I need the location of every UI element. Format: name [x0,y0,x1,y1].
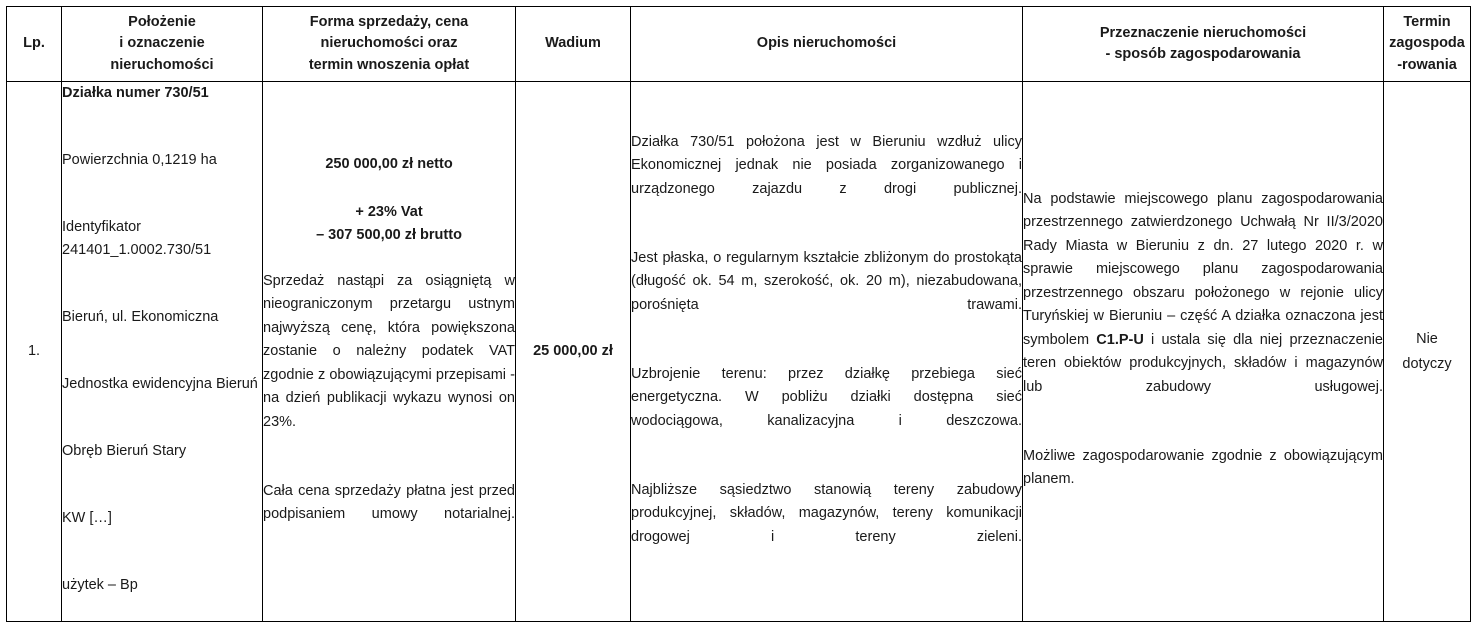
header-line: -rowania [1397,56,1457,73]
plot-area: Powierzchnia 0,1219 ha [62,151,217,168]
column-header-wadium [516,7,631,82]
plan-text-before-symbol: Na podstawie miejscowego planu zagospodarowania przestrzennego zatwierdzonego Uchwałą Nr II/3/2020 Rady Miasta w Bieruniu z dn. 27 lutego 2020 r. w sprawie miejscowego planu zagospodarowania przestrzennego obszaru położonego w rejonie ulicy Turyńskiej w Bieruniu – część A działka oznaczona jest symbolem [1023,190,1383,348]
column-header-description [631,7,1023,82]
deadline-line: Nie [1416,330,1438,347]
column-header-lp [7,7,62,82]
column-header-location [62,7,263,82]
designation-paragraph-usage: Możliwe zagospodarowanie zgodnie z obowiązującym planem. [1023,447,1383,488]
table-header [7,7,1471,82]
land-register: KW […] [62,510,112,527]
plot-identifier: Identyfikator 241401_1.0002.730/51 [62,218,212,259]
header-line: termin wnoszenia opłat [308,56,470,73]
header-line: Wadium [545,35,601,52]
table-body [7,82,1471,622]
header-line: zagospoda [1389,35,1465,52]
header-line: Forma sprzedaży, cena [309,14,469,31]
header-line: nieruchomości oraz [320,35,458,52]
designation-paragraph-plan [1023,188,1383,423]
header-line: Opis nieruchomości [756,35,897,52]
vat-rate: + 23% Vat [355,203,423,220]
description-paragraph-utilities: Uzbrojenie terenu: przez działkę przebiega sieć energetyczna. W pobliżu działki dostępna sieć wodociągowa, kanalizacyjna i deszczowa. [631,365,1022,429]
cell-designation [1023,82,1384,622]
plan-symbol: C1.P-U [1096,331,1144,348]
precinct: Obręb Bieruń Stary [62,443,187,460]
wadium-amount: 25 000,00 zł [533,342,613,359]
header-line: nieruchomości [110,56,214,73]
column-header-deadline [1384,7,1471,82]
description-paragraph-location: Działka 730/51 położona jest w Bieruniu wzdłuż ulicy Ekonomicznej jednak nie posiada zorganizowanego i urządzonego zajazdu z drogi publicznej. [631,133,1022,197]
column-header-designation [1023,7,1384,82]
header-line: Położenie [128,14,196,31]
description-paragraph-shape: Jest płaska, o regularnym kształcie zbliżonym do prostokąta (długość ok. 54 m, szerokość, ok. 20 m), niezabudowana, porośnięta trawami. [631,249,1022,313]
cell-sale-form [263,82,516,622]
description-paragraph-vicinity: Najbliższe sąsiedztwo stanowią tereny zabudowy produkcyjnej, składów, magazynów, tereny komunikacji drogowej i tereny zieleni. [631,481,1022,545]
header-line: Przeznaczenie nieruchomości [1099,24,1307,41]
cell-lp [7,82,62,622]
payment-terms-paragraph: Cała cena sprzedaży płatna jest przed podpisaniem umowy notarialnej. [263,482,515,523]
header-line: Lp. [23,35,45,52]
deadline-line: dotyczy [1402,355,1452,372]
plot-number: Działka numer 730/51 [62,85,209,101]
header-row [7,7,1471,82]
cell-location [62,82,263,622]
plot-address: Bieruń, ul. Ekonomiczna [62,309,219,326]
price-net: 250 000,00 zł netto [325,156,453,173]
land-use: użytek – Bp [62,577,138,594]
header-line: Termin [1403,14,1451,31]
header-line: i oznaczenie [119,35,205,52]
sale-terms-paragraph: Sprzedaż nastąpi za osiągniętą w nieograniczonym przetargu ustnym najwyższą cenę, która powiększona zostanie o należny podatek VAT zgodnie z obowiązującymi przepisami - na dzień publikacji wykazu wynosi on 23%. [263,272,515,430]
cell-deadline [1384,82,1471,622]
cell-description [631,82,1023,622]
table-row [7,82,1471,622]
column-header-sale-form [263,7,516,82]
registration-unit: Jednostka ewidencyjna Bieruń [62,376,258,393]
cell-wadium [516,82,631,622]
price-gross: – 307 500,00 zł brutto [316,227,462,244]
plan-text-after-symbol: i ustala się dla niej przeznaczenie teren obiektów produkcyjnych, składów i magazynów lub zabudowy usługowej. [1023,331,1383,395]
row-number: 1. [27,342,41,359]
header-line: - sposób zagospodarowania [1105,46,1301,62]
